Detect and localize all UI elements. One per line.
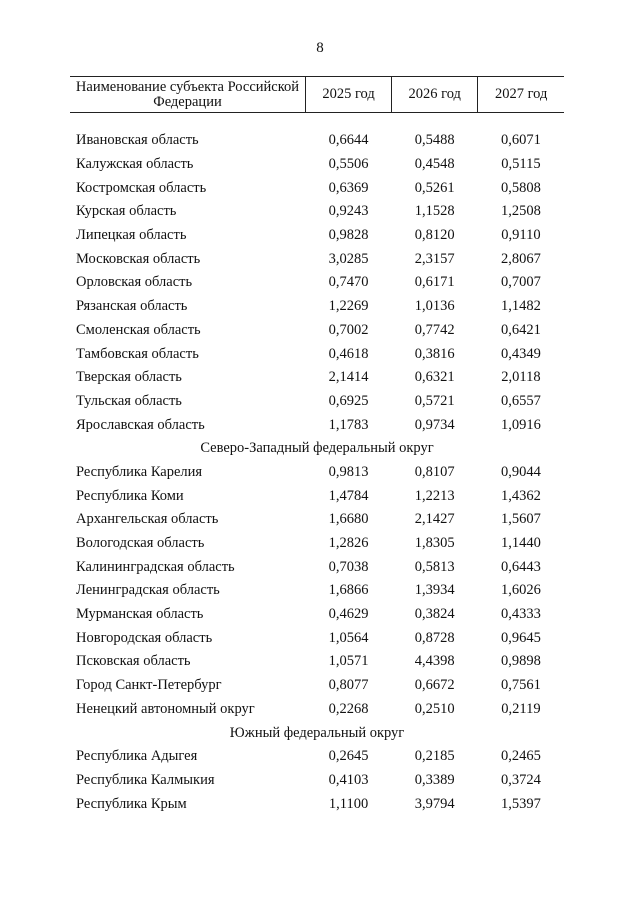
- subject-name: Рязанская область: [76, 298, 188, 315]
- value-2025: 0,8077: [328, 677, 369, 694]
- value-2027: 0,5115: [501, 156, 541, 173]
- value-2026: 0,4548: [414, 156, 455, 173]
- subject-name: Липецкая область: [76, 227, 187, 244]
- value-2025: 0,5506: [328, 156, 369, 173]
- subject-name: Город Санкт-Петербург: [76, 677, 222, 694]
- value-2026: 4,4398: [414, 653, 455, 670]
- value-2026: 0,8120: [414, 227, 455, 244]
- subject-name: Костромская область: [76, 179, 207, 196]
- table-row: [70, 390, 564, 414]
- table-row: [70, 555, 564, 579]
- value-2026: 0,7742: [414, 321, 455, 338]
- header-spacer: [70, 113, 564, 130]
- header-2026: 2026 год: [392, 77, 478, 113]
- table-row: [70, 532, 564, 556]
- table-row: [70, 769, 564, 793]
- value-2027: 1,2508: [500, 203, 541, 220]
- subject-name: Вологодская область: [76, 535, 205, 552]
- value-2025: 0,7038: [328, 558, 369, 575]
- subject-name: Новгородская область: [76, 629, 213, 646]
- table-row: [70, 176, 564, 200]
- table-body: [70, 113, 564, 816]
- table-row: [70, 745, 564, 769]
- value-2025: 1,4784: [328, 487, 369, 504]
- value-2026: 0,6171: [414, 274, 455, 291]
- value-2025: 0,6644: [328, 132, 369, 149]
- subject-name: Ярославская область: [76, 416, 205, 433]
- subject-name: Архангельская область: [76, 511, 219, 528]
- value-2025: 0,7002: [328, 321, 369, 338]
- table-row: [70, 792, 564, 816]
- value-2027: 0,7007: [500, 274, 541, 291]
- table-row: [70, 153, 564, 177]
- subject-name: Тульская область: [76, 392, 182, 409]
- value-2025: 0,4629: [328, 606, 369, 623]
- value-2027: 1,1440: [500, 535, 541, 552]
- value-2026: 1,2213: [414, 487, 455, 504]
- district-header-row: [70, 721, 564, 745]
- value-2027: 0,3724: [500, 771, 541, 788]
- value-2026: 1,8305: [414, 535, 455, 552]
- table-row: [70, 413, 564, 437]
- subject-name: Калининградская область: [76, 558, 235, 575]
- value-2025: 0,7470: [328, 274, 369, 291]
- value-2026: 2,1427: [414, 511, 455, 528]
- value-2026: 0,5721: [414, 392, 455, 409]
- value-2025: 0,9243: [328, 203, 369, 220]
- value-2027: 0,6443: [500, 558, 541, 575]
- subject-name: Республика Адыгея: [76, 748, 198, 765]
- value-2027: 1,4362: [500, 487, 541, 504]
- subject-name: Московская область: [76, 250, 201, 267]
- value-2027: 0,5808: [500, 179, 541, 196]
- value-2026: 0,6321: [414, 369, 455, 386]
- value-2026: 0,3824: [414, 606, 455, 623]
- value-2025: 1,6680: [328, 511, 369, 528]
- subject-name: Курская область: [76, 203, 177, 220]
- value-2026: 3,9794: [414, 795, 455, 812]
- distribution-table: [70, 76, 564, 816]
- value-2025: 0,4618: [328, 345, 369, 362]
- subject-name: Республика Крым: [76, 795, 187, 812]
- value-2025: 0,2645: [328, 748, 369, 765]
- value-2026: 1,3934: [414, 582, 455, 599]
- header-2027: 2027 год: [478, 77, 564, 113]
- value-2027: 1,6026: [500, 582, 541, 599]
- value-2025: 1,0564: [328, 629, 369, 646]
- table-row: [70, 626, 564, 650]
- value-2025: 1,0571: [328, 653, 369, 670]
- value-2025: 0,9813: [328, 463, 369, 480]
- table-row: [70, 461, 564, 485]
- table-row: [70, 674, 564, 698]
- value-2025: 1,1100: [328, 795, 369, 812]
- table-row: [70, 342, 564, 366]
- page-number: 8: [316, 40, 324, 56]
- table-header: [70, 77, 564, 113]
- value-2027: 0,4349: [500, 345, 541, 362]
- value-2027: 0,7561: [500, 677, 541, 694]
- value-2027: 0,4333: [500, 606, 541, 623]
- value-2027: 0,9044: [500, 463, 541, 480]
- district-name: Северо-Западный федеральный округ: [200, 440, 434, 457]
- table-row: [70, 366, 564, 390]
- table-row: [70, 224, 564, 248]
- value-2026: 0,5261: [414, 179, 455, 196]
- value-2027: 0,2119: [501, 700, 541, 717]
- value-2025: 0,9828: [328, 227, 369, 244]
- subject-name: Тверская область: [76, 369, 182, 386]
- table-row: [70, 603, 564, 627]
- subject-name: Ивановская область: [76, 132, 199, 149]
- value-2025: 3,0285: [328, 250, 369, 267]
- value-2027: 0,6071: [500, 132, 541, 149]
- subject-name: Орловская область: [76, 274, 193, 291]
- subject-name: Республика Коми: [76, 487, 184, 504]
- value-2027: 0,2465: [500, 748, 541, 765]
- value-2026: 0,5488: [414, 132, 455, 149]
- table-row: [70, 129, 564, 153]
- table-row: [70, 319, 564, 343]
- subject-name: Псковская область: [76, 653, 191, 670]
- table-row: [70, 508, 564, 532]
- value-2025: 1,1783: [328, 416, 369, 433]
- subject-name: Мурманская область: [76, 606, 204, 623]
- table-row: [70, 247, 564, 271]
- value-2027: 1,5397: [500, 795, 541, 812]
- value-2027: 2,8067: [500, 250, 541, 267]
- value-2026: 0,8728: [414, 629, 455, 646]
- value-2027: 0,6421: [500, 321, 541, 338]
- value-2027: 0,9110: [501, 227, 541, 244]
- value-2025: 1,2269: [328, 298, 369, 315]
- value-2026: 1,0136: [414, 298, 455, 315]
- value-2027: 0,9898: [500, 653, 541, 670]
- table-row: [70, 200, 564, 224]
- table-row: [70, 698, 564, 722]
- value-2026: 0,5813: [414, 558, 455, 575]
- value-2027: 1,5607: [500, 511, 541, 528]
- value-2027: 1,0916: [500, 416, 541, 433]
- value-2026: 0,3389: [414, 771, 455, 788]
- subject-name: Республика Калмыкия: [76, 771, 215, 788]
- value-2027: 0,9645: [500, 629, 541, 646]
- value-2026: 0,2185: [414, 748, 455, 765]
- subject-name: Республика Карелия: [76, 463, 203, 480]
- table-row: [70, 579, 564, 603]
- value-2026: 1,1528: [414, 203, 455, 220]
- value-2026: 0,3816: [414, 345, 455, 362]
- value-2025: 1,2826: [328, 535, 369, 552]
- district-name: Южный федеральный округ: [229, 724, 405, 741]
- value-2027: 2,0118: [501, 369, 541, 386]
- district-header-row: [70, 437, 564, 461]
- table-row: [70, 271, 564, 295]
- subject-name: Ненецкий автономный округ: [76, 700, 255, 717]
- table-row: [70, 650, 564, 674]
- value-2027: 1,1482: [500, 298, 541, 315]
- value-2025: 2,1414: [328, 369, 369, 386]
- value-2026: 2,3157: [414, 250, 455, 267]
- value-2025: 0,2268: [328, 700, 369, 717]
- value-2025: 0,6369: [328, 179, 369, 196]
- table-row: [70, 295, 564, 319]
- subject-name: Смоленская область: [76, 321, 201, 338]
- header-2025: 2025 год: [305, 77, 391, 113]
- subject-name: Тамбовская область: [76, 345, 199, 362]
- value-2026: 0,6672: [414, 677, 455, 694]
- value-2026: 0,8107: [414, 463, 455, 480]
- value-2026: 0,9734: [414, 416, 455, 433]
- subject-name: Калужская область: [76, 156, 194, 173]
- header-subject-name: Наименование субъекта Российской Федерации: [70, 77, 305, 113]
- value-2025: 1,6866: [328, 582, 369, 599]
- value-2025: 0,4103: [328, 771, 369, 788]
- value-2025: 0,6925: [328, 392, 369, 409]
- table-row: [70, 484, 564, 508]
- subject-name: Ленинградская область: [76, 582, 220, 599]
- value-2026: 0,2510: [414, 700, 455, 717]
- value-2027: 0,6557: [500, 392, 541, 409]
